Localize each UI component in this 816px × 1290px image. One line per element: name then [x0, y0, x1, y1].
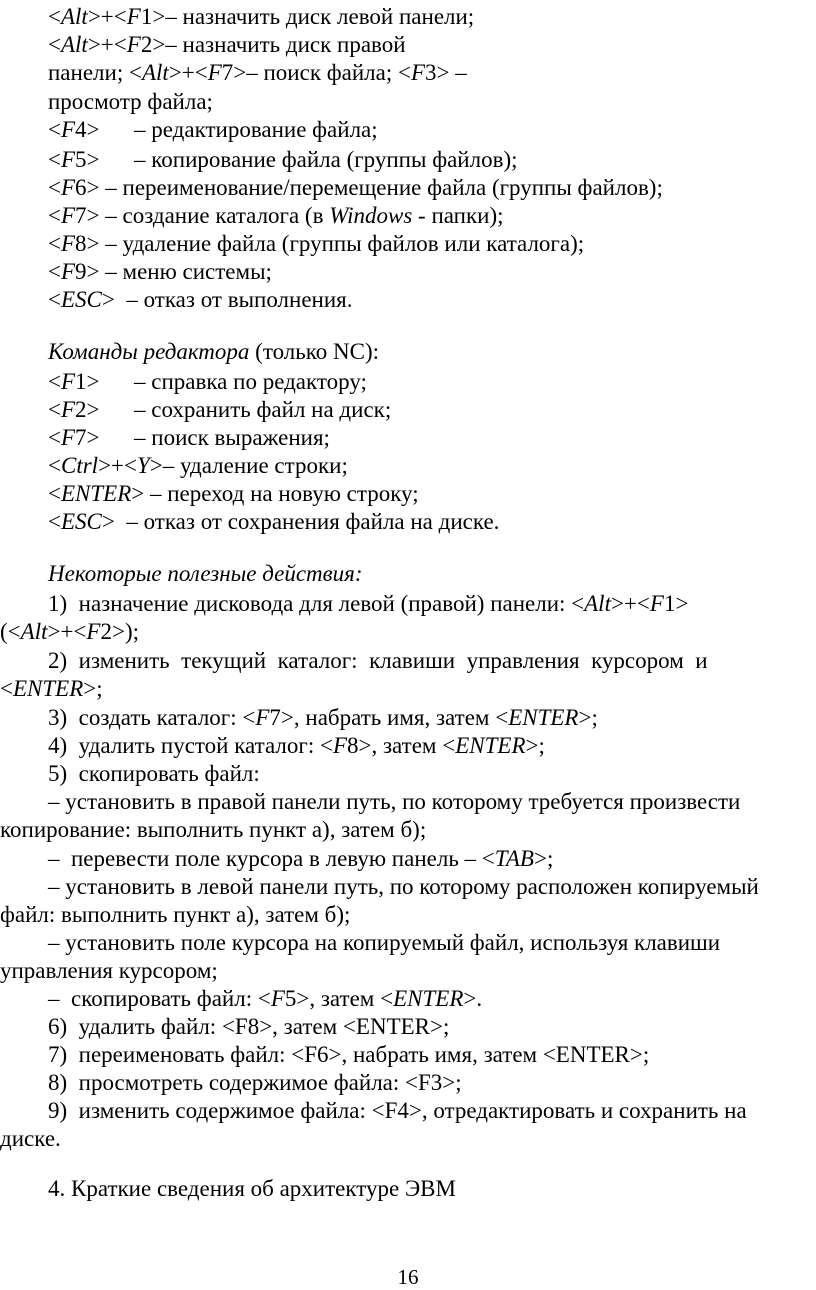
- italic-run: F: [207, 60, 222, 85]
- italic-run: Y: [136, 453, 150, 478]
- page-number: 16: [397, 1265, 419, 1289]
- italic-run: F: [60, 231, 76, 256]
- text-run: <: [48, 117, 61, 142]
- text-line: [48, 788, 740, 816]
- italic-run: TAB: [494, 846, 534, 871]
- text-run: <: [48, 453, 61, 478]
- text-run: 5>, затем <: [284, 986, 394, 1011]
- text-line: [48, 116, 378, 144]
- text-run: 6> – переименование/перемещение файла (группы файлов);: [75, 175, 663, 200]
- text-line: [48, 396, 391, 424]
- italic-run: F: [60, 369, 76, 394]
- italic-run: ENTER: [60, 481, 132, 506]
- text-line: [48, 59, 467, 87]
- text-line: [48, 480, 419, 508]
- text-run: - папки);: [412, 203, 504, 228]
- italic-run: F: [270, 986, 285, 1011]
- italic-run: F: [60, 117, 76, 142]
- text-run: 8> – удаление файла (группы файлов или каталога);: [75, 231, 585, 256]
- text-run: файл: выполнить пункт а), затем б);: [0, 902, 351, 927]
- text-line: [48, 424, 330, 452]
- text-run: >+<: [168, 60, 208, 85]
- text-run: >;: [83, 676, 103, 701]
- text-line: [48, 929, 720, 957]
- text-run: 5> – копирование файла (группы файлов);: [75, 147, 518, 172]
- text-run: 7> – создание каталога (в: [75, 203, 330, 228]
- text-run: 2>);: [100, 619, 139, 644]
- text-run: (<: [0, 619, 21, 644]
- italic-run: F: [126, 32, 141, 57]
- text-run: 7>, набрать имя, затем <: [269, 705, 509, 730]
- text-run: копирование: выполнить пункт а), затем б);: [0, 817, 427, 842]
- text-run: >+<: [87, 4, 127, 29]
- text-run: >.: [463, 986, 483, 1011]
- text-line: [48, 174, 663, 202]
- text-run: <: [48, 147, 61, 172]
- text-run: <: [48, 287, 61, 312]
- text-run: 1) назначение дисковода для левой (правой) панели: <: [48, 591, 585, 616]
- text-line: [0, 1125, 61, 1153]
- text-run: 4> – редактирование файла;: [75, 117, 378, 142]
- text-line: [48, 647, 708, 675]
- text-run: <: [48, 4, 61, 29]
- text-run: >;: [533, 846, 554, 871]
- text-line: [48, 1097, 747, 1125]
- text-run: <: [48, 32, 61, 57]
- text-run: 3> –: [425, 60, 467, 85]
- text-run: управления курсором;: [0, 958, 218, 983]
- text-line: [48, 3, 474, 31]
- text-line: [48, 88, 213, 116]
- text-run: 7) переименовать файл: <F6>, набрать имя, затем <ENTER>;: [48, 1042, 650, 1067]
- italic-run: ESC: [60, 287, 102, 312]
- text-run: >+<: [98, 453, 137, 478]
- italic-run: ESC: [60, 509, 102, 534]
- text-run: <: [48, 369, 61, 394]
- italic-run: F: [332, 733, 347, 758]
- text-run: >+<: [610, 591, 650, 616]
- text-run: 2> – сохранить файл на диск;: [75, 397, 392, 422]
- text-line: [48, 31, 406, 59]
- italic-run: Alt: [60, 4, 88, 29]
- italic-run: Alt: [141, 60, 169, 85]
- text-line: [48, 1175, 456, 1203]
- text-run: > – отказ от сохранения файла на диске.: [101, 509, 500, 534]
- text-line: [48, 560, 362, 588]
- text-line: [48, 985, 482, 1013]
- text-run: 1> – справка по редактору;: [75, 369, 367, 394]
- text-line: [48, 1013, 449, 1041]
- text-run: 1>– назначить диск левой панели;: [140, 4, 475, 29]
- text-run: <: [48, 425, 61, 450]
- text-run: <: [48, 481, 61, 506]
- text-run: <: [48, 175, 61, 200]
- text-run: >;: [578, 705, 598, 730]
- text-line: [0, 901, 350, 929]
- text-line: [48, 258, 272, 286]
- text-run: (только NC):: [249, 339, 379, 364]
- italic-run: F: [60, 175, 76, 200]
- text-run: 7>– поиск файла; <: [221, 60, 411, 85]
- text-run: 9> – меню системы;: [75, 259, 272, 284]
- text-run: 4. Краткие сведения об архитектуре ЭВМ: [48, 1176, 456, 1201]
- text-run: – установить поле курсора на копируемый файл, используя клавиши: [48, 930, 721, 955]
- text-run: 9) изменить содержимое файла: <F4>, отредактировать и сохранить на: [48, 1098, 747, 1123]
- italic-run: F: [126, 4, 141, 29]
- italic-run: ENTER: [12, 676, 84, 701]
- text-run: диске.: [0, 1126, 61, 1151]
- italic-run: ENTER: [393, 986, 464, 1011]
- text-line: [48, 704, 598, 732]
- italic-run: Ctrl: [60, 453, 99, 478]
- text-line: [48, 146, 518, 174]
- italic-run: Некоторые полезные действия:: [48, 561, 363, 586]
- text-run: <: [0, 676, 13, 701]
- text-run: > – переход на новую строку;: [131, 481, 419, 506]
- italic-run: F: [60, 203, 76, 228]
- italic-run: Windows: [329, 203, 413, 228]
- text-run: >+<: [87, 32, 127, 57]
- text-run: – перевести поле курсора в левую панель – <: [48, 846, 495, 871]
- italic-run: F: [86, 619, 101, 644]
- text-line: [48, 202, 504, 230]
- italic-run: Alt: [20, 619, 48, 644]
- text-run: <: [48, 203, 61, 228]
- text-line: [48, 590, 688, 618]
- text-run: <: [48, 509, 61, 534]
- text-run: 8) просмотреть содержимое файла: <F3>;: [48, 1070, 462, 1095]
- text-run: – скопировать файл: <: [48, 986, 271, 1011]
- text-line: [48, 873, 759, 901]
- italic-run: F: [60, 425, 76, 450]
- text-run: 2>– назначить диск правой: [140, 32, 406, 57]
- text-run: 7> – поиск выражения;: [75, 425, 330, 450]
- text-line: [0, 816, 426, 844]
- text-run: <: [48, 231, 61, 256]
- text-run: <: [48, 259, 61, 284]
- italic-run: F: [410, 60, 426, 85]
- text-line: [48, 732, 545, 760]
- italic-run: F: [60, 147, 76, 172]
- text-line: [48, 760, 260, 788]
- text-line: [48, 368, 367, 396]
- italic-run: F: [649, 591, 664, 616]
- text-line: [48, 286, 352, 314]
- text-run: >;: [525, 733, 545, 758]
- text-line: [48, 452, 348, 480]
- text-run: 6) удалить файл: <F8>, затем <ENTER>;: [48, 1014, 450, 1039]
- italic-run: Alt: [584, 591, 611, 616]
- text-line: [0, 675, 103, 703]
- text-run: 1>: [663, 591, 689, 616]
- text-run: 3) создать каталог: <: [48, 705, 256, 730]
- text-line: [48, 1041, 649, 1069]
- italic-run: ENTER: [455, 733, 526, 758]
- italic-run: Команды редактора: [48, 339, 250, 364]
- text-run: просмотр файла;: [48, 89, 213, 114]
- text-line: [48, 845, 553, 873]
- text-run: >– удаление строки;: [149, 453, 348, 478]
- text-line: [48, 230, 584, 258]
- italic-run: ENTER: [508, 705, 579, 730]
- text-line: [0, 618, 139, 646]
- italic-run: F: [60, 259, 76, 284]
- italic-run: F: [255, 705, 270, 730]
- text-run: 8>, затем <: [347, 733, 456, 758]
- text-run: >+<: [47, 619, 87, 644]
- text-run: 5) скопировать файл:: [48, 761, 260, 786]
- text-line: [48, 1069, 462, 1097]
- text-line: [48, 508, 499, 536]
- text-run: 2) изменить текущий каталог: клавиши управления курсором и: [48, 648, 708, 673]
- italic-run: Alt: [60, 32, 88, 57]
- text-run: > – отказ от выполнения.: [101, 287, 353, 312]
- text-run: панели; <: [48, 60, 142, 85]
- text-run: – установить в правой панели путь, по которому требуется произвести: [48, 789, 741, 814]
- italic-run: F: [60, 397, 76, 422]
- text-line: [48, 338, 379, 366]
- text-line: [0, 957, 218, 985]
- text-run: 4) удалить пустой каталог: <: [48, 733, 333, 758]
- text-run: <: [48, 397, 61, 422]
- text-run: – установить в левой панели путь, по которому расположен копируемый: [48, 874, 759, 899]
